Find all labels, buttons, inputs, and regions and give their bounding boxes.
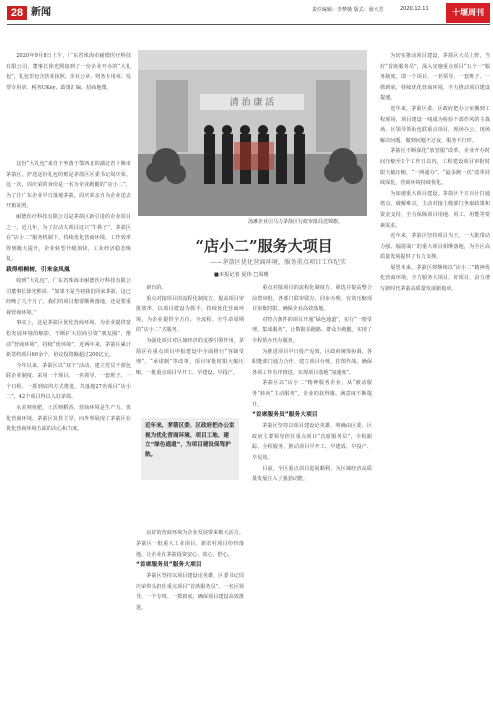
issue-date: 2020.12.11: [400, 6, 429, 12]
paragraph: 目前，全区重点项目进展顺利，为区域经济高质量发展注入了强劲动能。: [252, 465, 372, 483]
column-1-top: [6, 51, 131, 156]
page-header: [0, 0, 493, 26]
section-heading: 栽得梧桐树，引来金凤凰: [6, 266, 70, 273]
paragraph: 为加速重大项目建设，茅箭区干方百计打通堵点、破解难点，主动对接上级部门争取政策和资金支持，全力保障项目用地、用工、用能等要素需求。: [380, 190, 490, 229]
paragraph: 展望未来，茅箭区将继续以“店小二”精神优化营商环境，全力服务大项目、好项目，奋力谱写新时代茅箭高质量发展新篇章。: [380, 264, 490, 293]
paragraph: 今年以来，茅箭区以“双千”活动、建立党员干部包联企业制度，采用一个项目、一名领导、一套班子、一个日程、一抓到底的方式推进，共落地27名项目“店小二”，42个项目得以入驻茅箭。: [6, 362, 131, 401]
article-title: “店小二”服务大项目: [195, 237, 333, 255]
paragraph: 重点对接项目的流程化制度方，筛选并提高整合前置审批，各部门联审联办，同步办理，有效压缩项目审批时限，确保企业高效落地。: [252, 285, 372, 313]
paragraph: 对符合条件的项目开通“绿色通道”，实行“一窗受理、集成服务”，让数据多跑路、群众少跑腿，实现了全程帮办代办服务。: [252, 316, 372, 344]
photo-caption: 汤滩企业引马力茅箭区行政审批局送锦旗。: [248, 219, 344, 225]
header-rule: [7, 24, 490, 25]
paragraph: 茅箭区坚持以项目建设论英雄，区委书记周庆荣带头担任重点项目“首席服务员”，一名区领导、一个专班、一抓到底，确保项目建设高效推进。: [136, 573, 244, 611]
article-subtitle: ——茅箭区优化营商环境、服务重点项目工作纪实: [209, 259, 347, 266]
page-number: 28: [7, 6, 27, 20]
paragraph: 茅箭区以“店小二”精神服务企业，从“被动服务”转向“主动服务”，企业的获得感、满意度不断提升。: [252, 380, 372, 408]
paragraph: 为推进项目早日投产见效，区政府统筹协调，各职能部门通力合作，建立项目台账、挂图作战，确保各项工作有序推进，实现项目落地“加速度”。: [252, 348, 372, 376]
paragraph: 重点对接项目的流程化制度方，提高项目审批效率，以项目建设为抓手，持续优化营商环境，为企业提供全方位、全流程、全生命周期的“店小二”式服务。: [136, 295, 244, 334]
column-4: [380, 51, 490, 701]
paragraph: 事实上，这是茅箭区优化营商环境、为企业提供宽松发展环境的缩影。不断扩大招商引资“朋友圈”，推动“营商环境”，持续“优环境”，近两年来，茅箭区累计新签约项目60余个，协议投资额超过200亿元。: [6, 320, 131, 359]
paragraph: 这份“大礼包”来自于坐落于鄂西北的湖北省十堰市茅箭区。护送这份礼包的则是茅箭区区委书记周庆荣。这一次，周庆荣的身份是一名为企业跑腿的“店小二”，为了让广东企业早日落地茅箭，周庆荣亲自为企业送去开箱证照。: [6, 161, 131, 210]
pull-quote: 近年来，茅箭区委、区政府把办公室视为优化营商环境、项目工地、建立“绿色通道”，为项目建设保驾护航。: [141, 418, 239, 480]
news-photo: [138, 50, 367, 216]
column-2: [136, 283, 244, 701]
section-heading: “首席服务员”服务大项目: [252, 412, 318, 419]
reporter-byline: ■本报记者 夏伟 □周瑾: [214, 272, 269, 278]
paragraph: 收到“大礼包”，广东省珠海市耐德医疗科技有限公司董事长徐光熙说：“如果不是当初我们同来茅箭，这已经晚了几个月了，我们的项目想要顺利落地，还是要重视营商环境。”: [6, 277, 131, 316]
paragraph: 良好的营商环境为企业发展带来极大活力。茅箭区一批重大工业项目、新农村项目纷纷落地，让企业在茅箭投资安心、放心、舒心。: [136, 530, 244, 558]
banner-text: 清 治 康 活: [229, 98, 275, 108]
section-name: 新闻: [31, 7, 51, 18]
publication-brand: 十堰周刊: [446, 3, 490, 23]
paragraph: 水美则鱼肥，土沃则稻香，营商环境是生产力。优化营商环境，茅箭区发挥主导，向外界展现了茅箭区在优化营商环境方面的决心和力度。: [6, 405, 131, 433]
paragraph: 近年来，茅箭区委、区政府把办公室搬到工程现场，项目建设一线成为检验干部作风的主战场。区领导领衔包联重点项目，现场办公，现场解决问题，做到问题不过夜，服务不打烊。: [380, 105, 490, 144]
column-3: [252, 283, 372, 701]
paragraph: 近年来，茅箭区坚持项目为王，一大批带动力强、辐射面广的重大项目相继落地，为全区高质量发展提供了有力支撑。: [380, 233, 490, 261]
photo-illustration: [138, 50, 367, 216]
paragraph: 新台阶。: [146, 285, 167, 291]
paragraph: 为强化项目对区域经济的支撑引领作用，茅箭区在重点项目申报建设中全面推行“容缺受理”、“承诺制”等改革，项目审批时限大幅压缩，一批重点项目早开工、早建设、早投产。: [136, 337, 244, 376]
paragraph: 茅箭区不断深化“放管服”改革，企业开办时间压缩至1个工作日以内，工程建设项目审批时限大幅压缩，“一网通办”、“最多跑一次”改革持续深化，营商环境持续优化。: [380, 148, 490, 187]
paragraph: 茅箭区坚持以项目建设论英雄，明确由区委、区政府主要领导担任重点项目“首席服务员”，全程跟踪、全程服务，推动项目早开工、早建成、早投产、早见效。: [252, 423, 372, 461]
paragraph: 耐德医疗科技有限公司是茅箭区新引进的企业项目之一。近几年，为了拉动大项目这只“牛鼻子”，茅箭区在“店小二”服务机制下，持续优化营商环境，工作效率得到极大提升，企业转型升级加快，工业经济稳态恢复。: [6, 213, 131, 263]
paragraph: 为切实推动项目建设，茅箭区大员上阵，当好“首席服务员”，深入实施重点项目“五个一”服务制度，即一个项目、一名领导、一套班子、一抓到底，持续优化营商环境，全力推动项目建设提速。: [380, 53, 490, 102]
section-heading: “首席服务员”服务大项目: [136, 562, 202, 569]
column-1: [6, 159, 131, 700]
editors-credit: 责任编辑：李梦薇 版式：聂大芳: [312, 7, 384, 13]
paragraph: 2020年9月8日上午，广东省珠海市耐德医疗科技有限公司、董事长徐光熙接到了一份企业开办的“大礼包”，礼包里包含营业执照、企业公章、财务专用章、发票专用章、税务UKey、政策汇编、招商地图。: [6, 53, 131, 91]
